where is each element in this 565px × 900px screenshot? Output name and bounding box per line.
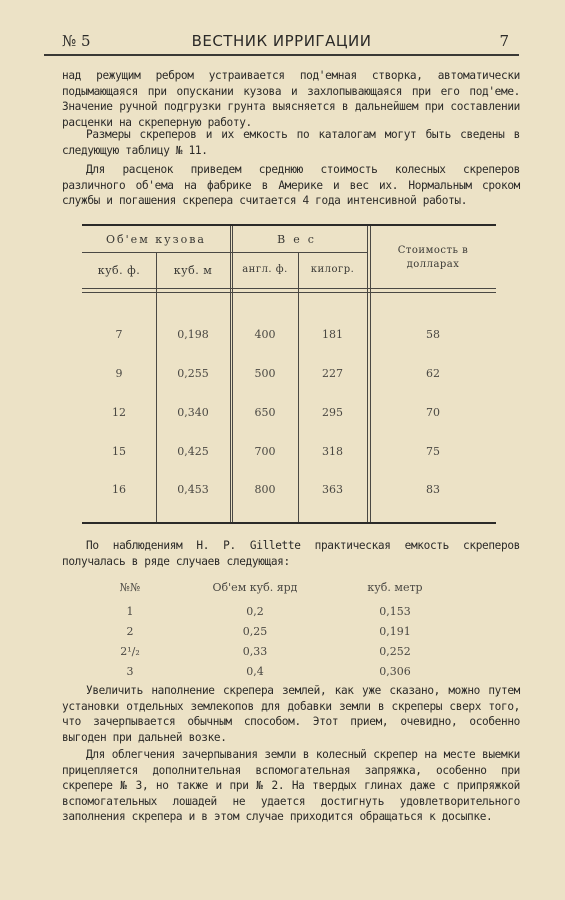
paragraph-4: По наблюдениям Н. Р. Gillette практическая емкость скреперов получалась в ряде случаев следующая: [62, 539, 520, 568]
header-cum: куб. м [173, 264, 213, 277]
table-row: 3 0,4 0,306 [126, 665, 411, 678]
issue-number: № 5 [62, 32, 91, 50]
scraper-table [82, 224, 496, 524]
header-m: куб. метр [367, 581, 423, 594]
header-lb: англ. ф. [242, 264, 288, 275]
table-row: 9 0,255 500 227 62 [115, 367, 440, 380]
header-weight: Вес [277, 233, 322, 246]
table-row: 16 0,453 800 363 83 [112, 483, 440, 496]
paragraph-2: Размеры скреперов и их емкость по каталогам могут быть сведены в следующую таблицу № 11. [62, 128, 520, 157]
header-cuft: куб. ф. [97, 264, 141, 277]
journal-title: ВЕСТНИК ИРРИГАЦИИ [191, 32, 372, 50]
capacity-table [100, 581, 500, 681]
table-row: 12 0,340 650 295 70 [112, 406, 440, 419]
table-row: 1 0,2 0,153 [126, 605, 411, 618]
header-cost: Стоимость в долларах [397, 245, 469, 270]
table-row: 2¹/₂ 0,33 0,252 [120, 645, 411, 658]
table-row: 2 0,25 0,191 [126, 625, 411, 638]
header-volume: Об'ем кузова [106, 233, 206, 246]
page-header [44, 28, 519, 56]
page-number: 7 [499, 32, 509, 50]
table-row: 15 0,425 700 318 75 [112, 445, 440, 458]
paragraph-5: Увеличить наполнение скрепера землей, как уже сказано, можно путем установки отдельных землекопов для добавки земли в скреперы сверх того, что зачерпывается обычным способом. Этот прием, очевидно, особенно выгоден при дальней возке. [62, 684, 520, 744]
header-yd: Об'ем куб. ярд [212, 581, 298, 594]
table-row: 7 0,198 400 181 58 [115, 328, 440, 341]
header-kg: килогр. [310, 264, 355, 275]
header-num: №№ [119, 581, 141, 594]
paragraph-6: Для облегчения зачерпывания земли в колесный скрепер на месте выемки прицепляется дополнительная вспомогательная запряжка, особенно при скрепере № 3, но также и при № 2. На твердых глинах даже с припряжкой вспомогательных лошадей не удается достигнуть удовлетворительного заполнения скрепера и в этом случае приходится обращаться к досыпке. [62, 748, 520, 824]
paragraph-1: над режущим ребром устраивается под'емная створка, автоматически подымающаяся при опускании кузова и захлопывающаяся при его под'еме. Значение ручной подгрузки грунта выясняется в дальнейшем при составлении расценки на скреперную работу. [62, 69, 520, 129]
paragraph-3: Для расценок приведем среднюю стоимость колесных скреперов различного об'ема на фабрике в Америке и вес их. Нормальным сроком службы и погашения скрепера считается 4 года интенсивной работы. [62, 163, 520, 208]
